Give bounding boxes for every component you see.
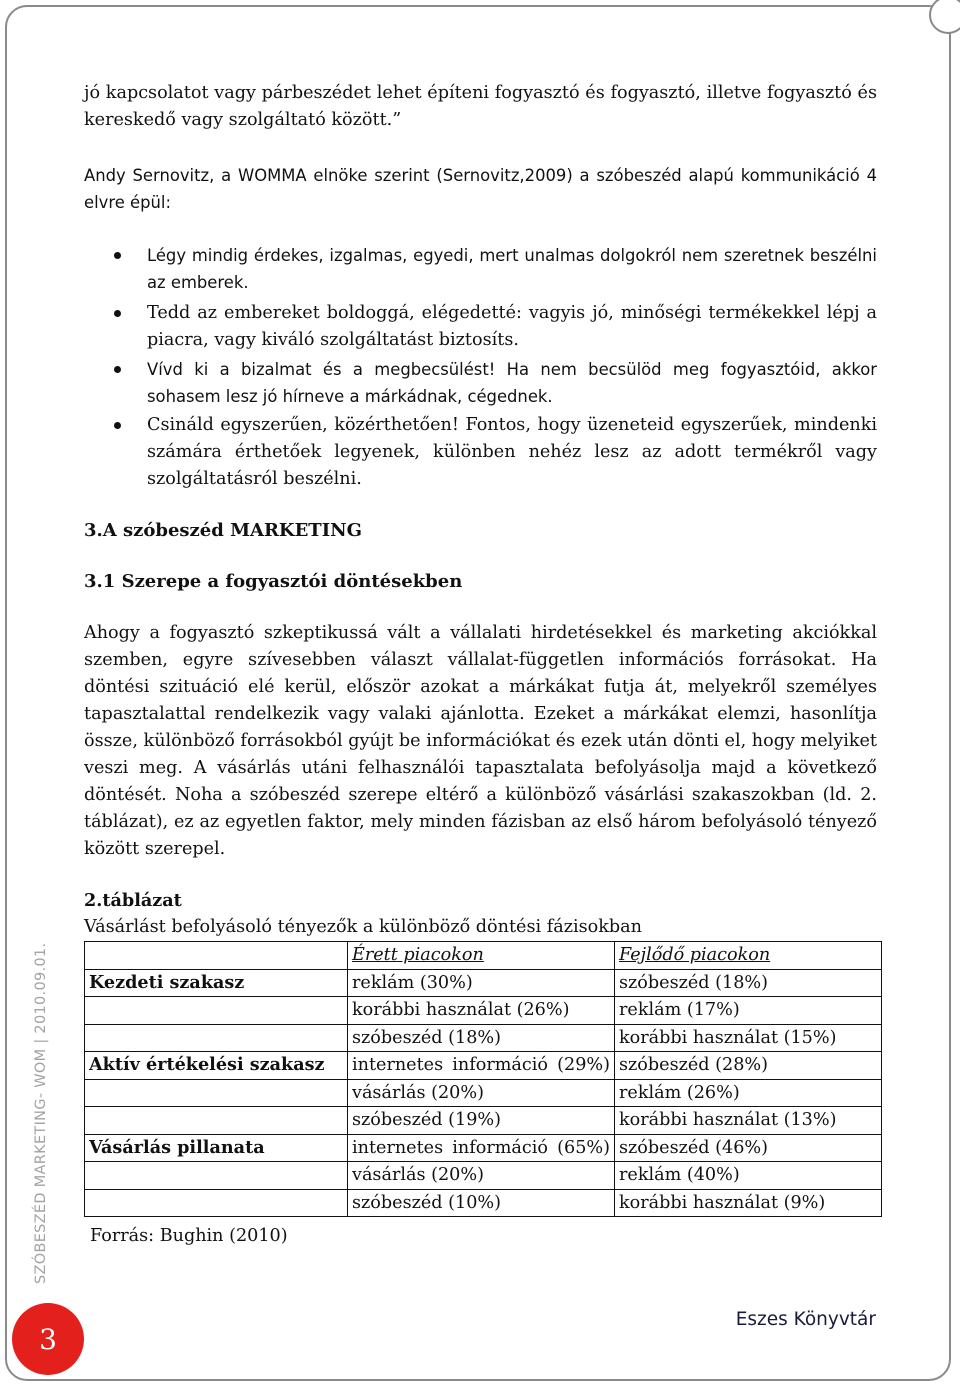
table-caption-number: 2.táblázat [84, 890, 182, 911]
stage-label-empty [85, 1107, 348, 1135]
subsection-heading: 3.1 Szerepe a fogyasztói döntésekben [84, 571, 463, 592]
table-row [85, 1162, 882, 1190]
col-header-developing: Fejlődő piacokon [615, 942, 882, 970]
table-row [85, 1024, 882, 1052]
table-cell: szóbeszéd (18%) [615, 969, 882, 997]
table-cell: szóbeszéd (28%) [615, 1052, 882, 1080]
footer-brand: Eszes Könyvtár [735, 1309, 876, 1330]
table-row [85, 1079, 882, 1107]
stage-label: Vásárlás pillanata [85, 1134, 348, 1162]
table-caption-title: Vásárlást befolyásoló tényezők a különböző döntési fázisokban [84, 917, 642, 937]
col-header-mature: Érett piacokon [348, 942, 615, 970]
table-header-row [85, 942, 882, 970]
table-cell: szóbeszéd (10%) [348, 1189, 615, 1217]
table-cell: korábbi használat (13%) [615, 1107, 882, 1135]
table-cell: reklám (17%) [615, 997, 882, 1025]
table-cell: reklám (30%) [348, 969, 615, 997]
running-header-vertical: SZÓBESZÉD MARKETING- WOM | 2010.09.01. [33, 942, 49, 1284]
stage-label-empty [85, 1024, 348, 1052]
list-item: Légy mindig érdekes, izgalmas, egyedi, mert unalmas dolgokról nem szeretnek beszélni az emberek. [84, 242, 877, 296]
list-item: Csináld egyszerűen, közérthetően! Fontos, hogy üzeneteid egyszerűek, mindenki számára érthetőek legyenek, különben nehéz lesz az adott termékről vagy szolgáltatásról beszélni. [84, 412, 877, 493]
stage-label: Kezdeti szakasz [85, 969, 348, 997]
table-cell: szóbeszéd (18%) [348, 1024, 615, 1052]
stage-label-empty [85, 1162, 348, 1190]
table-cell: vásárlás (20%) [348, 1162, 615, 1190]
section-heading: 3.A szóbeszéd MARKETING [84, 520, 362, 541]
stage-label-empty [85, 1079, 348, 1107]
table-cell: szóbeszéd (46%) [615, 1134, 882, 1162]
table-cell: szóbeszéd (19%) [348, 1107, 615, 1135]
table-cell: reklám (26%) [615, 1079, 882, 1107]
table-cell: internetes információ (65%) [348, 1134, 615, 1162]
stage-label-empty [85, 997, 348, 1025]
stage-label-empty [85, 1189, 348, 1217]
table-cell: vásárlás (20%) [348, 1079, 615, 1107]
list-item: Tedd az embereket boldoggá, elégedetté: vagyis jó, minőségi termékekkel lépj a piacra, vagy kiváló szolgáltatást biztosíts. [84, 300, 877, 354]
table-source: Forrás: Bughin (2010) [90, 1226, 288, 1246]
table-row [85, 1189, 882, 1217]
intro-paragraph-2: Andy Sernovitz, a WOMMA elnöke szerint (Sernovitz,2009) a szóbeszéd alapú kommunikáció 4 elvre épül: [84, 166, 877, 212]
principles-list [84, 242, 877, 493]
table-row [85, 1134, 882, 1162]
intro-paragraph-1: jó kapcsolatot vagy párbeszédet lehet építeni fogyasztó és fogyasztó, illetve fogyasztó és kereskedő vagy szolgáltató között.” [84, 83, 877, 130]
table-cell: korábbi használat (26%) [348, 997, 615, 1025]
table-cell: internetes információ (29%) [348, 1052, 615, 1080]
table-cell: reklám (40%) [615, 1162, 882, 1190]
table-row [85, 969, 882, 997]
decision-factors-table [84, 941, 882, 1217]
stage-label: Aktív értékelési szakasz [85, 1052, 348, 1080]
table-row [85, 1107, 882, 1135]
table-corner-cell [85, 942, 348, 970]
document-body [84, 80, 877, 1250]
table-cell: korábbi használat (15%) [615, 1024, 882, 1052]
table-cell: korábbi használat (9%) [615, 1189, 882, 1217]
table-row [85, 1052, 882, 1080]
list-item: Vívd ki a bizalmat és a megbecsülést! Ha nem becsülöd meg fogyasztóid, akkor sohasem lesz jó hírneve a márkádnak, cégednek. [84, 356, 877, 410]
body-paragraph: Ahogy a fogyasztó szkeptikussá vált a vállalati hirdetésekkel és marketing akciókkal szemben, egyre szívesebben választ vállalat-független információs forrásokat. Ha döntési szituáció elé kerül, először azokat a márkákat futja át, melyekről személyes tapasztalattal rendelkezik vagy valaki ajánlotta. Ezeket a márkákat elemzi, hasonlítja össze, különböző forrásokból gyújt be információkat és ezek után dönti el, hogy melyiket veszi meg. A vásárlás utáni felhasználói tapasztalata befolyásolja majd a következő döntését. Noha a szóbeszéd szerepe eltérő a különböző vásárlási szakaszokban (ld. 2. táblázat), ez az egyetlen faktor, mely minden fázisban az első három befolyásoló tényező között szerepel. [84, 623, 877, 859]
page-number-badge: 3 [12, 1303, 84, 1375]
table-row [85, 997, 882, 1025]
